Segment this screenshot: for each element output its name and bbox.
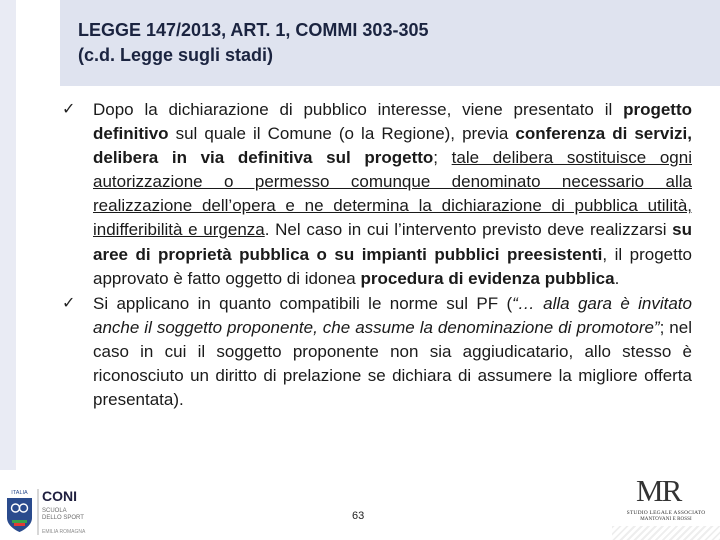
- bullet-text: ; nel caso in cui il soggetto proponente non sia aggiudicatario, allo stesso è riconosciuto un diritto di prelazione se dichiara di assumere la migliore offerta presentata).: [93, 317, 692, 410]
- logo-background-pattern: [612, 526, 720, 540]
- checkmark-icon: ✓: [62, 101, 76, 118]
- bullet-text: Si applicano in quanto compatibili le norme sul PF (: [93, 293, 513, 313]
- coni-region-text: EMILIA ROMAGNA: [42, 529, 86, 535]
- coni-green-stripe: [12, 520, 27, 523]
- studio-subtitle: MANTOVANI E ROSSI: [640, 517, 692, 522]
- bullet-text: , il progetto approvato è fatto oggetto di idonea: [93, 244, 693, 288]
- bullet-text: sul quale il Comune (o la Regione), previa: [168, 124, 516, 144]
- italic-quote: “… alla gara è invitato anche il soggetto proponente, che assume la denominazione di promotore”: [93, 293, 692, 337]
- bullet-text: .: [614, 268, 620, 288]
- underlined-text: tale delibera sostituisce ogni autorizzazione o permesso comunque denominato necessario alla realizzazione dell’opera e ne determina la dichiarazione di pubblica utilità, indifferibilità e urgenza: [93, 148, 692, 240]
- bold-text: conferenza di servizi, delibera in via definitiva sul progetto: [93, 124, 692, 168]
- studio-name: STUDIO LEGALE ASSOCIATO: [626, 510, 706, 516]
- title-line-2: (c.d. Legge sugli stadi): [78, 45, 274, 65]
- studio-logo: [612, 474, 720, 540]
- coni-logo: [4, 488, 90, 536]
- bullet-text: ;: [433, 148, 452, 168]
- page-number: 63: [352, 510, 365, 522]
- coni-italia-text: ITALIA: [11, 490, 28, 496]
- bullet-list: [62, 98, 692, 412]
- bullet-paragraph: [93, 292, 692, 412]
- title-line-1: LEGGE 147/2013, ART. 1, COMMI 303-305: [78, 20, 429, 40]
- bullet-item: [62, 292, 692, 412]
- left-decorative-bar: [0, 0, 16, 470]
- slide-title: [78, 18, 428, 68]
- bullet-text: . Nel caso in cui l’intervento previsto deve realizzarsi: [264, 220, 673, 240]
- coni-name: CONI: [42, 488, 77, 504]
- coni-sport-text: DELLO SPORT: [42, 515, 84, 521]
- checkmark-icon: ✓: [62, 294, 76, 312]
- studio-monogram: MR: [636, 473, 681, 508]
- bullet-text: Dopo la dichiarazione di pubblico interesse, viene presentato il: [93, 100, 624, 119]
- coni-scuola-text: SCUOLA: [42, 508, 67, 514]
- coni-red-stripe: [14, 523, 25, 526]
- bold-text: progetto definitivo: [93, 100, 692, 144]
- bullet-paragraph: [93, 98, 692, 291]
- bullet-item: [62, 98, 692, 291]
- bold-text: su aree di proprietà pubblica o su impianti pubblici preesistenti: [93, 220, 692, 264]
- bold-text: procedura di evidenza pubblica: [360, 268, 615, 288]
